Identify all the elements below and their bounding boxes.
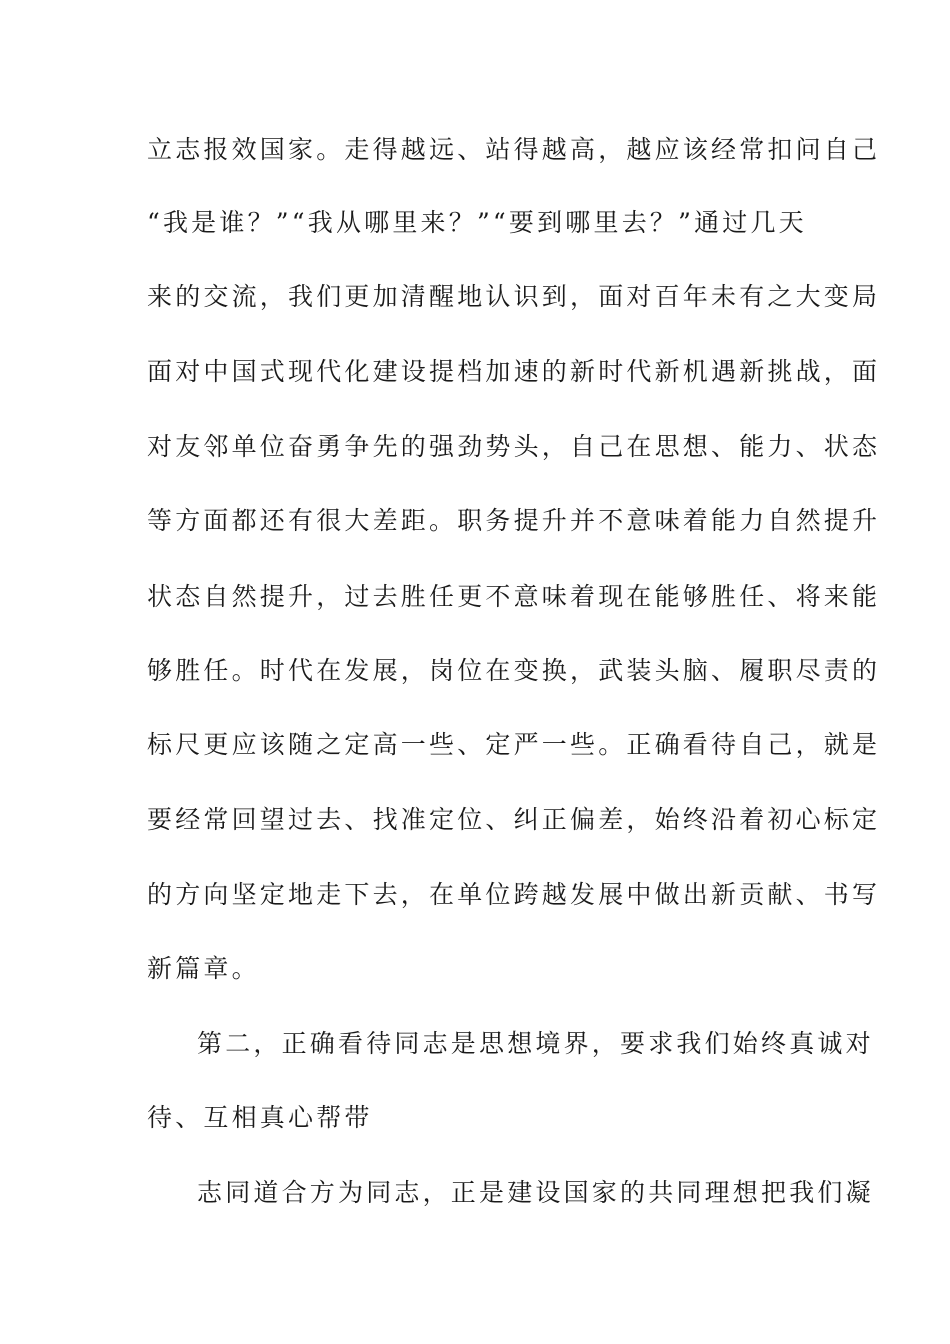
paragraph-line: 新篇章。: [147, 954, 260, 983]
paragraph-line: 对友邻单位奋勇争先的强劲势头，自己在思想、能力、状态: [147, 432, 881, 461]
paragraph-line: 面对中国式现代化建设提档加速的新时代新机遇新挑战，面: [147, 357, 881, 386]
paragraph-line: 来的交流，我们更加清醒地认识到，面对百年未有之大变局: [147, 282, 881, 311]
section-heading-line: 待、互相真心帮带: [147, 1103, 373, 1132]
paragraph-line: 的方向坚定地走下去，在单位跨越发展中做出新贡献、书写: [147, 880, 881, 909]
paragraph-line: 标尺更应该随之定高一些、定严一些。正确看待自己，就是: [147, 730, 881, 759]
paragraph-line: 够胜任。时代在发展，岗位在变换，武装头脑、履职尽责的: [147, 656, 881, 685]
paragraph-line: “我是谁？”“我从哪里来？”“要到哪里去？”通过几天: [147, 208, 807, 237]
paragraph-line: 立志报效国家。走得越远、站得越高，越应该经常扣问自己: [147, 135, 881, 164]
paragraph-line: 等方面都还有很大差距。职务提升并不意味着能力自然提升: [147, 506, 881, 535]
paragraph-line: 状态自然提升，过去胜任更不意味着现在能够胜任、将来能: [147, 582, 881, 611]
section-heading-line: 第二，正确看待同志是思想境界，要求我们始终真诚对: [197, 1029, 874, 1058]
paragraph-line: 要经常回望过去、找准定位、纠正偏差，始终沿着初心标定: [147, 805, 881, 834]
paragraph-line: 志同道合方为同志，正是建设国家的共同理想把我们凝: [197, 1178, 874, 1207]
